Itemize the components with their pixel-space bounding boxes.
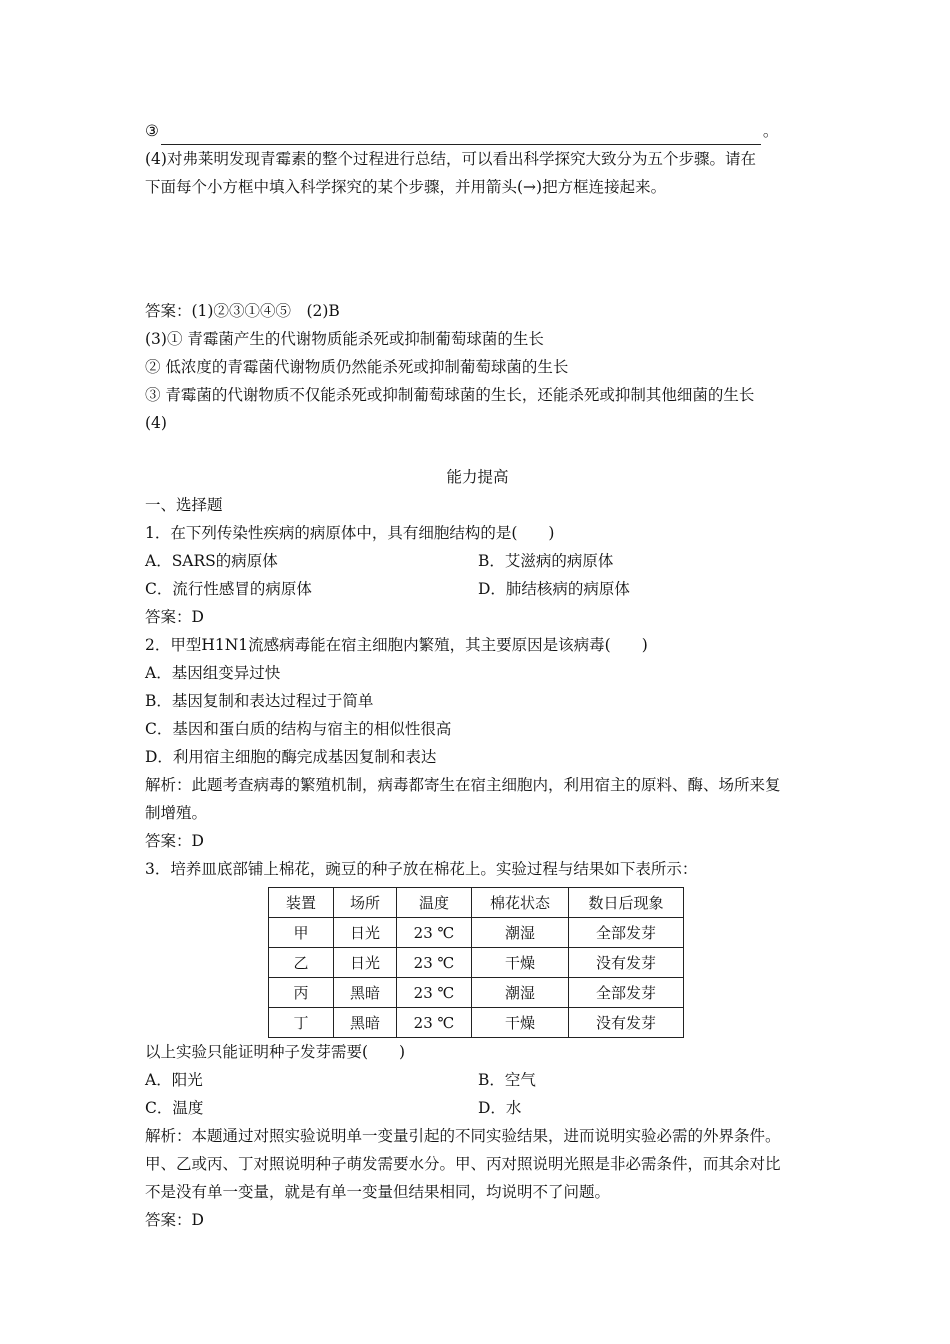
table-header: 数日后现象 bbox=[569, 888, 684, 918]
table-cell: 23 ℃ bbox=[397, 978, 472, 1008]
table-cell: 全部发芽 bbox=[569, 978, 684, 1008]
q3-option-d: D．水 bbox=[478, 1099, 522, 1117]
table-cell: 干燥 bbox=[472, 1008, 569, 1038]
section-title: 能力提高 bbox=[446, 468, 509, 486]
q1-option-b: B．艾滋病的病原体 bbox=[478, 552, 614, 570]
table-cell: 23 ℃ bbox=[397, 1008, 472, 1038]
q2-answer: 答案：D bbox=[145, 832, 204, 850]
q2-analysis-line-1: 解析：此题考查病毒的繁殖机制，病毒都寄生在宿主细胞内，利用宿主的原料、酶、场所来复 bbox=[145, 776, 781, 794]
table-row bbox=[269, 948, 684, 978]
q3-option-b: B．空气 bbox=[478, 1071, 536, 1089]
q2-stem: 2．甲型H1N1流感病毒能在宿主细胞内繁殖，其主要原因是该病毒( ) bbox=[145, 636, 648, 654]
table-cell: 日光 bbox=[334, 918, 397, 948]
table-row bbox=[269, 918, 684, 948]
experiment-table bbox=[268, 887, 684, 1038]
q3-analysis-line-1: 解析：本题通过对照实验说明单一变量引起的不同实验结果，进而说明实验必需的外界条件。 bbox=[145, 1127, 781, 1145]
table-cell: 黑暗 bbox=[334, 978, 397, 1008]
q2-option-a: A．基因组变异过快 bbox=[145, 664, 281, 682]
q1-options-row-2 bbox=[145, 575, 810, 603]
table-cell: 甲 bbox=[269, 918, 334, 948]
table-header: 场所 bbox=[334, 888, 397, 918]
table-cell: 没有发芽 bbox=[569, 1008, 684, 1038]
answer-line-4: ③ 青霉菌的代谢物质不仅能杀死或抑制葡萄球菌的生长，还能杀死或抑制其他细菌的生长 bbox=[145, 386, 755, 404]
table-row bbox=[269, 978, 684, 1008]
answer-line-2: (3)① 青霉菌产生的代谢物质能杀死或抑制葡萄球菌的生长 bbox=[145, 330, 544, 348]
q2-analysis-line-2: 制增殖。 bbox=[145, 804, 208, 822]
q3-options-row-1 bbox=[145, 1066, 810, 1094]
table-cell: 丙 bbox=[269, 978, 334, 1008]
q3-question: 以上实验只能证明种子发芽需要( ) bbox=[145, 1043, 406, 1061]
q3-answer: 答案：D bbox=[145, 1211, 204, 1229]
table-cell: 全部发芽 bbox=[569, 918, 684, 948]
table-header-row bbox=[269, 888, 684, 918]
q2-option-d: D．利用宿主细胞的酶完成基因复制和表达 bbox=[145, 748, 437, 766]
answer-line-5: (4) bbox=[145, 414, 167, 432]
q1-stem: 1．在下列传染性疾病的病原体中，具有细胞结构的是( ) bbox=[145, 524, 555, 542]
q1-answer: 答案：D bbox=[145, 608, 204, 626]
section-gap bbox=[145, 437, 810, 463]
diagram-space bbox=[145, 201, 810, 297]
table-cell: 没有发芽 bbox=[569, 948, 684, 978]
q4-text-line-2: 下面每个小方框中填入科学探究的某个步骤，并用箭头(→)把方框连接起来。 bbox=[145, 178, 667, 196]
table-cell: 潮湿 bbox=[472, 978, 569, 1008]
table-cell: 23 ℃ bbox=[397, 918, 472, 948]
q2-option-c: C．基因和蛋白质的结构与宿主的相似性很高 bbox=[145, 720, 452, 738]
q3-option-c: C．温度 bbox=[145, 1099, 204, 1117]
fill-in-blank[interactable] bbox=[161, 126, 761, 145]
table-cell: 23 ℃ bbox=[397, 948, 472, 978]
q1-option-c: C．流行性感冒的病原体 bbox=[145, 580, 312, 598]
table-cell: 潮湿 bbox=[472, 918, 569, 948]
q3-stem: 3．培养皿底部铺上棉花，豌豆的种子放在棉花上。实验过程与结果如下表所示： bbox=[145, 860, 698, 878]
table-header: 棉花状态 bbox=[472, 888, 569, 918]
table-header: 装置 bbox=[269, 888, 334, 918]
table-cell: 丁 bbox=[269, 1008, 334, 1038]
q3-analysis-line-2: 甲、乙或丙、丁对照说明种子萌发需要水分。甲、丙对照说明光照是非必需条件，而其余对比 bbox=[145, 1155, 781, 1173]
table-row bbox=[269, 1008, 684, 1038]
answer-line-1: 答案：(1)②③①④⑤ (2)B bbox=[145, 302, 340, 320]
table-header: 温度 bbox=[397, 888, 472, 918]
q4-text-line-1: (4)对弗莱明发现青霉素的整个过程进行总结，可以看出科学探究大致分为五个步骤。请在 bbox=[145, 150, 756, 168]
table-cell: 日光 bbox=[334, 948, 397, 978]
answer-line-3: ② 低浓度的青霉菌代谢物质仍然能杀死或抑制葡萄球菌的生长 bbox=[145, 358, 569, 376]
q3-options-row-2 bbox=[145, 1094, 810, 1122]
q1-option-a: A．SARS的病原体 bbox=[145, 552, 278, 570]
q1-option-d: D．肺结核病的病原体 bbox=[478, 580, 630, 598]
table-cell: 乙 bbox=[269, 948, 334, 978]
table-cell: 黑暗 bbox=[334, 1008, 397, 1038]
q1-options-row-1 bbox=[145, 547, 810, 575]
item-3-period: 。 bbox=[762, 122, 779, 140]
answer-blank-3 bbox=[145, 117, 810, 145]
document-page bbox=[145, 117, 810, 1234]
section-subtitle: 一、选择题 bbox=[145, 496, 223, 514]
item-3-marker: ③ bbox=[145, 122, 159, 140]
table-cell: 干燥 bbox=[472, 948, 569, 978]
q3-option-a: A．阳光 bbox=[145, 1071, 203, 1089]
q3-analysis-line-3: 不是没有单一变量，就是有单一变量但结果相同，均说明不了问题。 bbox=[145, 1183, 611, 1201]
q2-option-b: B．基因复制和表达过程过于简单 bbox=[145, 692, 374, 710]
